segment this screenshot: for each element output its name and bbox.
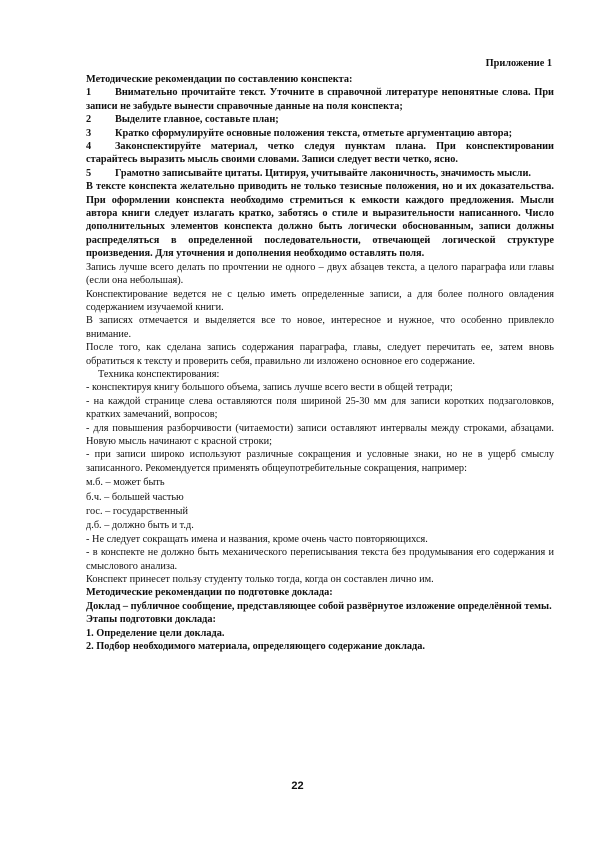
- item-number: 1: [86, 87, 92, 99]
- heading-konspekt: Методические рекомендации по составлению конспекта:: [86, 74, 353, 85]
- numbered-list: [86, 86, 554, 180]
- definition: Доклад – публичное сообщение, представляющее собой развёрнутое изложение определённой темы.: [86, 600, 552, 612]
- paragraph: В записях отмечается и выделяется все то новое, интересное и нужное, что особенно привлекло внимание.: [86, 315, 554, 340]
- technique-item: - при записи широко используют различные сокращения и условные знаки, но не в ущерб смыслу записанного. Рекомендуется применять общеупотребительные сокращения, например:: [86, 449, 554, 474]
- paragraph: Конспектирование ведется не с целью иметь определенные записи, а для более полного овладения содержанием изучаемой книги.: [86, 288, 554, 313]
- heading-doklad: Методические рекомендации по подготовке доклада:: [86, 587, 333, 599]
- rule-item: Конспект принесет пользу студенту только тогда, когда он составлен лично им.: [86, 574, 434, 586]
- abbreviation: б.ч. – большей частью: [86, 491, 184, 503]
- appendix-label: Приложение 1: [485, 58, 552, 69]
- document-body: [86, 73, 554, 653]
- item-text: Законспектируйте материал, четко следуя пунктам плана. При конспектировании старайтесь выразить мысль своими словами. Записи следует вести четко, ясно.: [86, 141, 554, 166]
- bold-paragraph: В тексте конспекта желательно приводить не только тезисные положения, но и их доказательства. При оформлении конспекта необходимо стремиться к емкости каждого предложения. Мысли автора книги следует излагать кратко, заботясь о стиле и выразительности написанного. Число дополнительных элементов конспекта должно быть логически обоснованным, записи должны распределяться в определенной последовательности, отвечающей логической структуре произведения. Для уточнения и дополнения необходимо оставлять поля.: [86, 181, 554, 260]
- abbreviation: гос. – государственный: [86, 506, 188, 517]
- rule-item: - Не следует сокращать имена и названия, кроме очень часто повторяющихся.: [86, 533, 428, 545]
- stage-item: 1. Определение цели доклада.: [86, 627, 225, 639]
- item-text: Внимательно прочитайте текст. Уточните в справочной литературе непонятные слова. При записи не забудьте вынести справочные данные на поля конспекта;: [86, 87, 554, 112]
- technique-title: Техника конспектирования:: [98, 368, 220, 380]
- numbered-item: [86, 113, 554, 126]
- item-number: 3: [86, 127, 92, 139]
- abbreviation: м.б. – может быть: [86, 477, 165, 489]
- item-text: Выделите главное, составьте план;: [115, 114, 279, 126]
- paragraph: Запись лучше всего делать по прочтении не одного – двух абзацев текста, а целого параграфа или главы (если она небольшая).: [86, 261, 554, 287]
- item-number: 2: [86, 114, 92, 126]
- paragraph: После того, как сделана запись содержания параграфа, главы, следует перечитать ее, затем вновь обратиться к тексту и проверить себя, правильно ли изложено основное его содержание.: [86, 342, 554, 367]
- stages-title: Этапы подготовки доклада:: [86, 614, 216, 626]
- item-number: 4: [86, 141, 92, 153]
- item-text: Кратко сформулируйте основные положения текста, отметьте аргументацию автора;: [115, 127, 513, 139]
- technique-item: - на каждой странице слева оставляются поля шириной 25-30 мм для записи коротких подзаголовков, кратких замечаний, вопросов;: [86, 395, 554, 421]
- rule-item: - в конспекте не должно быть механического переписывания текста без продумывания его содержания и смыслового анализа.: [86, 547, 554, 572]
- item-number: 5: [86, 167, 92, 179]
- stage-item: 2. Подбор необходимого материала, определяющего содержание доклада.: [86, 641, 425, 653]
- technique-item: - для повышения разборчивости (читаемости) записи оставляют интервалы между строками, абзацами. Новую мысль начинают с красной строки;: [86, 422, 554, 447]
- numbered-item: [86, 167, 554, 180]
- page-number: 22: [291, 780, 304, 792]
- numbered-item: [86, 140, 554, 167]
- numbered-item: [86, 127, 554, 140]
- numbered-item: [86, 86, 554, 113]
- item-text: Грамотно записывайте цитаты. Цитируя, учитывайте лаконичность, значимость мысли.: [115, 167, 531, 179]
- technique-item: - конспектируя книгу большого объема, запись лучше всего вести в общей тетради;: [86, 382, 453, 394]
- abbreviation: д.б. – должно быть и т.д.: [86, 520, 194, 532]
